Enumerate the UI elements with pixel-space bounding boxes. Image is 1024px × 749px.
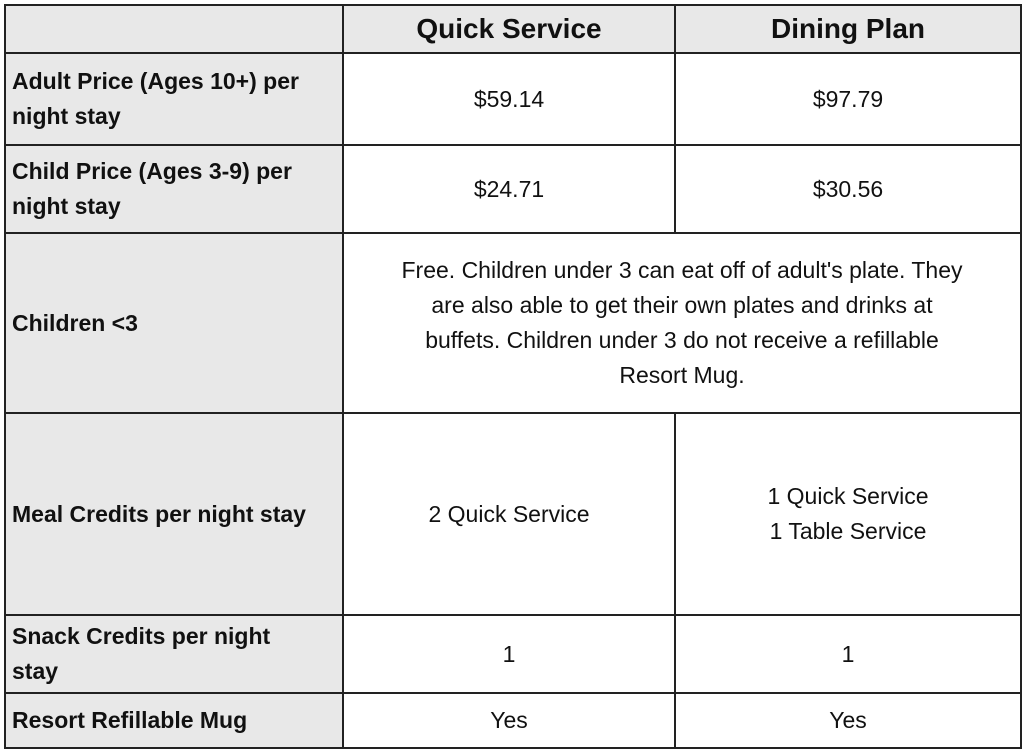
row-label-line: stay xyxy=(12,658,59,684)
merged-cell-line: buffets. Children under 3 do not receive a refillable xyxy=(425,327,939,353)
cell-adult-quick-service: $59.14 xyxy=(343,53,675,145)
merged-cell-line: Free. Children under 3 can eat off of adult's plate. They xyxy=(401,257,963,283)
row-label-line: Child Price (Ages 3-9) per xyxy=(12,158,292,184)
cell-child-quick-service: $24.71 xyxy=(343,145,675,233)
cell-meal-dining-plan xyxy=(675,413,1021,615)
row-label-line: Snack Credits per night xyxy=(12,623,271,649)
cell-adult-dining-plan: $97.79 xyxy=(675,53,1021,145)
row-label-meal-credits: Meal Credits per night stay xyxy=(5,413,343,615)
cell-children-under-3-merged xyxy=(343,233,1021,413)
merged-cell-line: are also able to get their own plates and drinks at xyxy=(431,292,933,318)
header-corner-cell xyxy=(5,5,343,53)
dining-plan-comparison-table xyxy=(4,4,1022,749)
table-row xyxy=(5,233,1021,413)
cell-snack-dining-plan: 1 xyxy=(675,615,1021,693)
table-row xyxy=(5,615,1021,693)
row-label-line: Adult Price (Ages 10+) per xyxy=(12,68,299,94)
row-label-children-under-3: Children <3 xyxy=(5,233,343,413)
table-row xyxy=(5,145,1021,233)
cell-child-dining-plan: $30.56 xyxy=(675,145,1021,233)
row-label-line: night stay xyxy=(12,103,121,129)
header-quick-service: Quick Service xyxy=(343,5,675,53)
row-label-child-price xyxy=(5,145,343,233)
cell-snack-quick-service: 1 xyxy=(343,615,675,693)
row-label-line: night stay xyxy=(12,193,121,219)
table-row xyxy=(5,53,1021,145)
row-label-refillable-mug: Resort Refillable Mug xyxy=(5,693,343,748)
merged-cell-line: Resort Mug. xyxy=(619,362,745,388)
row-label-snack-credits xyxy=(5,615,343,693)
header-row xyxy=(5,5,1021,53)
header-dining-plan: Dining Plan xyxy=(675,5,1021,53)
comparison-table-wrapper xyxy=(4,4,1020,745)
cell-meal-quick-service: 2 Quick Service xyxy=(343,413,675,615)
meal-credit-line: 1 Quick Service xyxy=(767,483,929,509)
cell-mug-dining-plan: Yes xyxy=(675,693,1021,748)
cell-mug-quick-service: Yes xyxy=(343,693,675,748)
row-label-adult-price xyxy=(5,53,343,145)
table-row xyxy=(5,413,1021,615)
table-row xyxy=(5,693,1021,748)
meal-credit-line: 1 Table Service xyxy=(769,518,927,544)
